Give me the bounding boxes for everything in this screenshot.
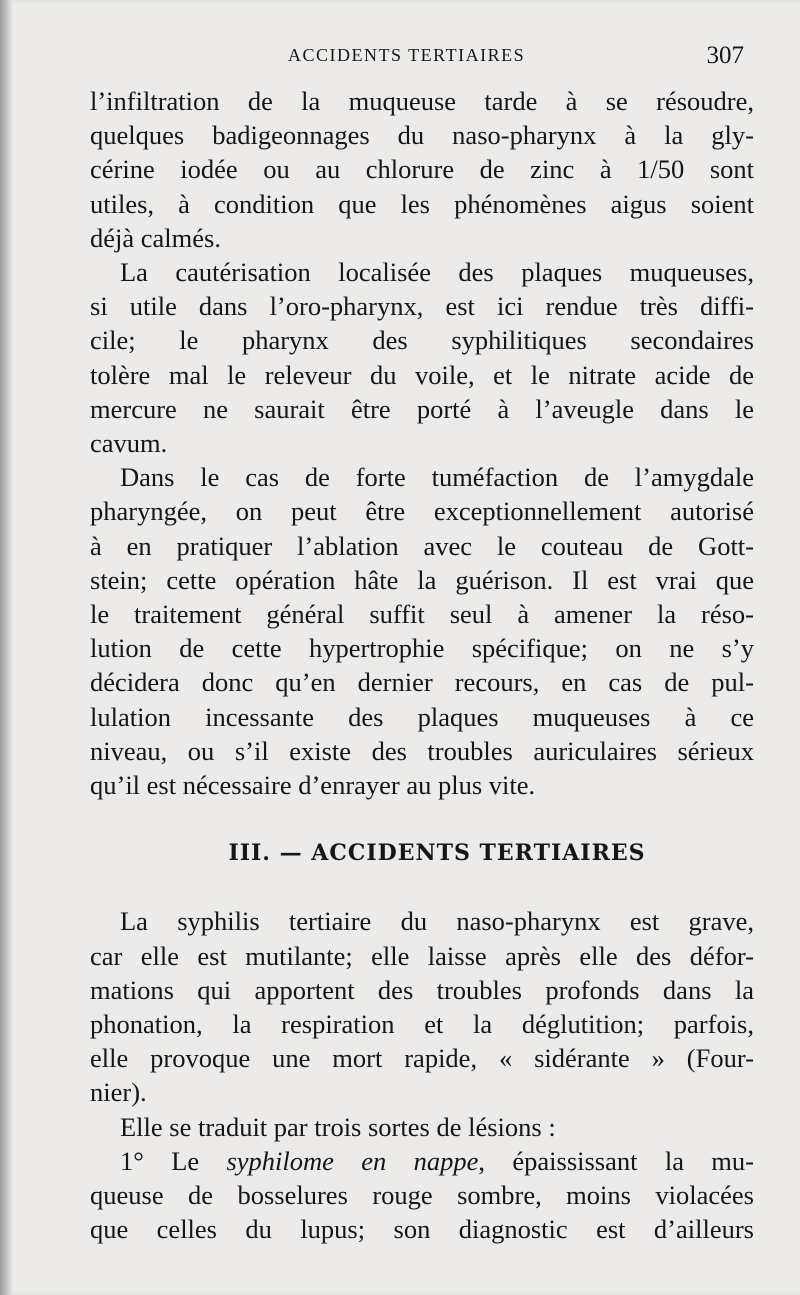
paragraph-5 <box>90 1110 754 1144</box>
text-line: stein; cette opération hâte la guérison. Il est vrai que <box>90 564 754 595</box>
text-line: le traitement général suffit seul à amener la réso- <box>90 599 754 630</box>
text-line: qu’il est nécessaire d’enrayer au plus vite. <box>90 770 536 801</box>
text-line: cile; le pharynx des syphilitiques secondaires <box>90 325 754 356</box>
text-line: cérine iodée ou au chlorure de zinc à 1/50 sont <box>90 154 754 185</box>
text-line: déjà calmés. <box>90 222 221 253</box>
text-line: mations qui apportent des troubles profonds dans la <box>90 974 754 1005</box>
text-line: décidera donc qu’en dernier recours, en cas de pul- <box>90 667 754 698</box>
text-line: lulation incessante des plaques muqueuses à ce <box>90 701 754 732</box>
text-line: phonation, la respiration et la déglutition; parfois, <box>90 1009 754 1040</box>
text-line: lution de cette hypertrophie spécifique; on ne s’y <box>90 633 754 664</box>
text-fragment: , épaississant la mu- <box>478 1145 754 1176</box>
section-heading: III. — ACCIDENTS TERTIAIRES <box>228 840 646 867</box>
paragraph-4 <box>90 904 754 1109</box>
text-line: l’infiltration de la muqueuse tarde à se résoudre, <box>90 86 754 116</box>
text-line: Dans le cas de forte tuméfaction de l’amygdale <box>120 462 754 493</box>
text-line <box>90 1144 754 1178</box>
text-line: cavum. <box>90 428 168 459</box>
page-number: 307 <box>706 42 744 69</box>
text-line: La cautérisation localisée des plaques muqueuses, <box>120 257 754 288</box>
text-line: mercure ne saurait être porté à l’aveugle dans le <box>90 393 754 424</box>
text-line: niveau, ou s’il existe des troubles auriculaires sérieux <box>90 735 754 766</box>
paragraph-3 <box>90 460 754 802</box>
section-spacer <box>90 870 754 904</box>
text-line: que celles du lupus; son diagnostic est d’ailleurs <box>90 1214 754 1245</box>
text-line: tolère mal le releveur du voile, et le nitrate acide de <box>90 359 754 390</box>
paragraph-1 <box>90 84 754 255</box>
text-line: nier). <box>90 1077 147 1108</box>
text-line: elle provoque une mort rapide, « sidérante » (Four- <box>90 1043 754 1074</box>
text-line: si utile dans l’oro-pharynx, est ici rendue très diffi- <box>90 291 754 322</box>
text-line: à en pratiquer l’ablation avec le couteau de Gott- <box>90 530 754 561</box>
text-line: car elle est mutilante; elle laisse après elle des défor- <box>90 940 754 971</box>
running-title: ACCIDENTS TERTIAIRES <box>288 45 526 65</box>
text-line: queuse de bosselures rouge sombre, moins violacées <box>90 1180 754 1211</box>
paragraph-6 <box>90 1144 754 1247</box>
italic-term: syphilome en nappe <box>226 1145 479 1176</box>
text-line: La syphilis tertiaire du naso-pharynx est grave, <box>120 906 754 937</box>
text-line: pharyngée, on peut être exceptionnellement autorisé <box>90 496 754 527</box>
paragraph-2 <box>90 255 754 460</box>
body-text <box>90 84 754 1247</box>
section-spacer <box>90 802 754 836</box>
text-line: Elle se traduit par trois sortes de lésions : <box>120 1111 556 1142</box>
page-header <box>90 42 754 72</box>
text-line: quelques badigeonnages du naso-pharynx à la gly- <box>90 120 754 151</box>
text-line: utiles, à condition que les phénomènes aigus soient <box>90 188 754 219</box>
text-fragment: 1° Le <box>120 1145 227 1176</box>
